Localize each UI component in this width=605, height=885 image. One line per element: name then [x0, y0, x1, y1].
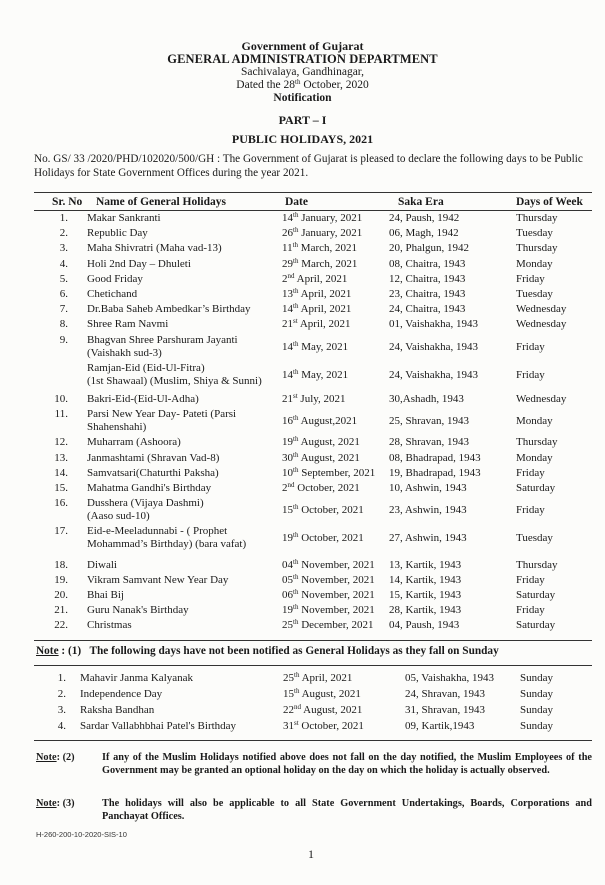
- holiday-name: [87, 467, 219, 480]
- date-day: 15: [282, 504, 293, 516]
- holiday-date: [282, 532, 364, 545]
- date-day: 21: [282, 393, 293, 405]
- holiday-name: [87, 212, 161, 225]
- date-rest: April, 2021: [298, 288, 352, 300]
- holiday-date: [282, 288, 351, 301]
- saka-era: 23, Chaitra, 1943: [389, 288, 466, 300]
- holiday-name: [87, 559, 117, 572]
- holiday-name: [87, 482, 211, 495]
- sr-no: 1.: [57, 672, 66, 684]
- col-date: Date: [285, 196, 308, 208]
- day-of-week: Friday: [516, 604, 545, 616]
- holiday-date: [282, 258, 357, 271]
- day-of-week: Tuesday: [516, 288, 553, 300]
- holiday-name: [87, 288, 137, 301]
- date-sup: nd: [287, 481, 295, 489]
- holiday-date: [282, 341, 348, 354]
- holiday-name-line1: Mahatma Gandhi's Birthday: [87, 482, 212, 494]
- date-day: 15: [283, 688, 294, 700]
- holiday-date: [283, 688, 361, 701]
- date-day: 30: [282, 452, 293, 464]
- date-day: 04: [282, 559, 293, 571]
- saka-era: 24, Paush, 1942: [389, 212, 460, 224]
- holiday-date: [282, 482, 360, 495]
- date-day: 31: [283, 720, 294, 732]
- table-top-rule: [34, 192, 592, 193]
- holiday-name: [87, 258, 191, 271]
- holiday-name: [87, 604, 189, 617]
- day-of-week: Friday: [516, 467, 545, 479]
- holiday-name: [87, 393, 199, 406]
- date-sup: nd: [294, 703, 301, 711]
- date-sup: th: [293, 435, 299, 443]
- sr-no: 3.: [57, 704, 66, 716]
- holiday-name: [87, 525, 246, 551]
- date-day: 29: [282, 258, 293, 270]
- location: Sachivalaya, Gandhinagar,: [240, 66, 365, 78]
- sr-no: 2.: [57, 688, 66, 700]
- saka-era: 08, Chaitra, 1943: [389, 258, 466, 270]
- holiday-name: [87, 318, 168, 331]
- holiday-name-line1: Guru Nanak's Birthday: [87, 604, 189, 616]
- date-rest: November, 2021: [298, 574, 375, 586]
- date-sup: th: [293, 466, 299, 474]
- sr-no: 22.: [54, 619, 68, 631]
- date-sup: th: [293, 340, 299, 348]
- saka-era: 10, Ashwin, 1943: [389, 482, 467, 494]
- date-day: 11: [282, 242, 293, 254]
- col-name: Name of General Holidays: [96, 196, 226, 208]
- date-day: 05: [282, 574, 293, 586]
- date-sup: th: [293, 558, 299, 566]
- holiday-name-line1: Holi 2nd Day – Dhuleti: [87, 258, 191, 270]
- note-3-label: Note: [36, 798, 57, 809]
- dated-suffix: October, 2020: [300, 79, 369, 91]
- sunday-table-top-rule: [34, 665, 592, 666]
- date-rest: July, 2021: [297, 393, 346, 405]
- sr-no: 1.: [59, 212, 68, 224]
- date-sup: th: [293, 603, 299, 611]
- saka-era: 04, Paush, 1943: [389, 619, 460, 631]
- sr-no: 5.: [59, 273, 68, 285]
- date-sup: th: [293, 451, 299, 459]
- date-rest: March, 2021: [298, 242, 358, 254]
- note-2-label: Note: [36, 752, 57, 763]
- saka-era: 05, Vaishakha, 1943: [405, 672, 495, 684]
- saka-era: 24, Chaitra, 1943: [389, 303, 466, 315]
- holiday-date: [282, 273, 347, 286]
- date-day: 13: [282, 288, 293, 300]
- holiday-name-line2: Mohammad’s Birthday) (bara vafat): [87, 538, 247, 550]
- saka-era: 28, Shravan, 1943: [389, 436, 470, 448]
- day-of-week: Friday: [516, 273, 545, 285]
- date-day: 14: [282, 341, 293, 353]
- sr-no: 16.: [54, 497, 68, 509]
- saka-era: 20, Phalgun, 1942: [389, 242, 470, 254]
- note-1-number: : (1): [58, 645, 82, 657]
- holiday-name-line1: Diwali: [87, 559, 117, 571]
- saka-era: 24, Vaishakha, 1943: [389, 341, 479, 353]
- holiday-date: [282, 303, 351, 316]
- note-3-text: The holidays will also be applicable to all State Government Undertakings, Boards, Corporations and Panchayat Offices.: [102, 798, 592, 822]
- date-day: 21: [282, 318, 293, 330]
- note-3-number: : (3): [56, 798, 75, 809]
- date-rest: August, 2021: [301, 704, 363, 716]
- holiday-name-line1: Maha Shivratri (Maha vad-13): [87, 242, 222, 254]
- holiday-name: [87, 273, 143, 286]
- holiday-name: [87, 227, 148, 240]
- date-rest: April, 2021: [294, 273, 348, 285]
- date-sup: st: [293, 317, 298, 325]
- date-day: 22: [283, 704, 294, 716]
- holiday-name-line1: Samvatsari(Chaturthi Paksha): [87, 467, 219, 479]
- holiday-name-line1: Janmashtami (Shravan Vad-8): [87, 452, 220, 464]
- saka-era: 06, Magh, 1942: [389, 227, 459, 239]
- holiday-name-line2: Shahenshahi): [87, 421, 147, 433]
- day-of-week: Thursday: [516, 242, 558, 254]
- date-sup: th: [294, 671, 300, 679]
- date-day: 26: [282, 227, 293, 239]
- date-rest: March, 2021: [298, 258, 358, 270]
- saka-era: 23, Ashwin, 1943: [389, 504, 467, 516]
- saka-era: 09, Kartik,1943: [405, 720, 475, 732]
- holiday-name: [87, 574, 228, 587]
- date-rest: October, 2021: [294, 482, 360, 494]
- holiday-name: Independence Day: [80, 688, 163, 700]
- saka-era: 28, Kartik, 1943: [389, 604, 462, 616]
- date-day: 10: [282, 467, 293, 479]
- holiday-name-line1: Parsi New Year Day- Pateti (Parsi: [87, 408, 237, 420]
- sr-no: 12.: [54, 436, 68, 448]
- sr-no: 6.: [59, 288, 68, 300]
- day-of-week: Monday: [516, 415, 553, 427]
- holiday-name-line1: Vikram Samvant New Year Day: [87, 574, 229, 586]
- day-of-week: Saturday: [516, 482, 556, 494]
- holiday-date: [282, 227, 362, 240]
- holiday-name-line1: Christmas: [87, 619, 132, 631]
- date-sup: th: [293, 368, 299, 376]
- holiday-name: Sardar Vallabhbhai Patel's Birthday: [80, 720, 237, 732]
- holiday-name-line1: Good Friday: [87, 273, 143, 285]
- holiday-date: [282, 369, 348, 382]
- day-of-week: Saturday: [516, 589, 556, 601]
- date-rest: August, 2021: [299, 688, 361, 700]
- date-day: 14: [282, 303, 293, 315]
- holiday-date: [283, 672, 352, 685]
- sr-no: 20.: [54, 589, 68, 601]
- date-sup: th: [293, 302, 299, 310]
- holiday-date: [282, 318, 351, 331]
- part-heading: PART – I: [278, 113, 327, 127]
- sunday-table-bottom-rule: [34, 740, 592, 741]
- day-of-week: Sunday: [520, 704, 553, 716]
- date-sup: th: [293, 287, 299, 295]
- date-sup: th: [293, 257, 299, 265]
- holiday-date: [282, 393, 346, 406]
- holiday-name-line1: Eid-e-Meeladunnabi - ( Prophet: [87, 525, 228, 537]
- holiday-date: [283, 720, 364, 733]
- holiday-date: [282, 212, 362, 225]
- holiday-name-line1: Bhagvan Shree Parshuram Jayanti: [87, 334, 238, 346]
- date-day: 06: [282, 589, 293, 601]
- date-day: 14: [282, 212, 293, 224]
- date-sup: nd: [287, 272, 295, 280]
- holiday-name: Mahavir Janma Kalyanak: [80, 672, 194, 684]
- dated-sup: th: [295, 78, 301, 86]
- day-of-week: Sunday: [520, 672, 553, 684]
- date-day: 19: [282, 532, 293, 544]
- date-rest: October, 2021: [298, 720, 364, 732]
- date-day: 2: [282, 273, 288, 285]
- holiday-name-line1: Dr.Baba Saheb Ambedkar’s Birthday: [87, 303, 251, 315]
- date-sup: th: [293, 226, 299, 234]
- date-rest: May, 2021: [298, 369, 349, 381]
- doc-type: Notification: [273, 92, 332, 104]
- sr-no: 10.: [54, 393, 68, 405]
- col-day: Days of Week: [516, 196, 583, 208]
- holiday-date: [282, 467, 375, 480]
- holiday-name: [87, 362, 262, 388]
- document-reference: H-260-200-10-2020-SIS-10: [36, 830, 127, 839]
- col-saka: Saka Era: [398, 196, 444, 208]
- dated-line: [0, 79, 605, 92]
- holiday-name-line1: Dusshera (Vijaya Dashmi): [87, 497, 204, 509]
- day-of-week: Friday: [516, 341, 545, 353]
- date-rest: November, 2021: [298, 604, 375, 616]
- holiday-date: [282, 242, 357, 255]
- holiday-name-line1: Shree Ram Navmi: [87, 318, 169, 330]
- date-day: 2: [282, 482, 288, 494]
- holiday-date: [282, 415, 357, 428]
- sr-no: 15.: [54, 482, 68, 494]
- day-of-week: Monday: [516, 452, 553, 464]
- date-rest: April, 2021: [297, 318, 351, 330]
- note-2-number: : (2): [56, 752, 75, 763]
- holiday-name-line1: Republic Day: [87, 227, 148, 239]
- date-rest: January, 2021: [298, 212, 363, 224]
- sr-no: 8.: [59, 318, 68, 330]
- holiday-name-line2: (1st Shawaal) (Muslim, Shiya & Sunni): [87, 375, 262, 387]
- saka-era: 31, Shravan, 1943: [405, 704, 486, 716]
- day-of-week: Wednesday: [516, 318, 567, 330]
- sr-no: 14.: [54, 467, 68, 479]
- date-day: 19: [282, 436, 293, 448]
- note-2-text: If any of the Muslim Holidays notified above does not fall on the day notified, the Muslim Employees of the Government may be granted an optional holiday on the day on which the holiday is actually observed.: [102, 752, 592, 776]
- holiday-date: [282, 436, 360, 449]
- holiday-date: [282, 619, 373, 632]
- table-header-rule: [34, 210, 592, 211]
- day-of-week: Wednesday: [516, 393, 567, 405]
- sr-no: 4.: [57, 720, 66, 732]
- date-rest: October, 2021: [298, 504, 364, 516]
- date-rest: August, 2021: [298, 436, 360, 448]
- holiday-date: [282, 504, 364, 517]
- date-sup: th: [293, 503, 299, 511]
- holiday-name: [87, 452, 219, 465]
- date-rest: August,2021: [298, 415, 358, 427]
- day-of-week: Wednesday: [516, 303, 567, 315]
- date-sup: th: [292, 241, 299, 249]
- sr-no: 18.: [54, 559, 68, 571]
- day-of-week: Friday: [516, 504, 545, 516]
- document-header: [0, 40, 605, 105]
- date-day: 25: [283, 672, 294, 684]
- date-sup: th: [293, 414, 299, 422]
- department-name: GENERAL ADMINISTRATION DEPARTMENT: [167, 52, 438, 66]
- saka-era: 25, Shravan, 1943: [389, 415, 470, 427]
- saka-era: 27, Ashwin, 1943: [389, 532, 467, 544]
- table-header: [0, 196, 605, 210]
- day-of-week: Friday: [516, 369, 545, 381]
- sr-no: 2.: [59, 227, 68, 239]
- date-sup: th: [293, 573, 299, 581]
- note-1-text: The following days have not been notified as General Holidays as they fall on Sunday: [89, 645, 499, 657]
- holiday-name: [87, 334, 238, 360]
- government-name: Government of Gujarat: [241, 39, 364, 53]
- holiday-name-line1: Bhai Bij: [87, 589, 124, 601]
- date-rest: January, 2021: [298, 227, 363, 239]
- date-rest: November, 2021: [298, 589, 375, 601]
- holiday-name-line2: (Aaso sud-10): [87, 510, 150, 522]
- holiday-name: [87, 303, 251, 316]
- day-of-week: Friday: [516, 574, 545, 586]
- sr-no: 9.: [59, 334, 68, 346]
- saka-era: 13, Kartik, 1943: [389, 559, 462, 571]
- date-sup: st: [294, 719, 299, 727]
- date-rest: August, 2021: [298, 452, 360, 464]
- holiday-date: [282, 604, 375, 617]
- date-rest: November, 2021: [298, 559, 375, 571]
- saka-era: 12, Chaitra, 1943: [389, 273, 466, 285]
- holiday-name-line1: Muharram (Ashoora): [87, 436, 181, 448]
- day-of-week: Thursday: [516, 559, 558, 571]
- saka-era: 08, Bhadrapad, 1943: [389, 452, 481, 464]
- date-day: 16: [282, 415, 293, 427]
- holiday-name-line1: Chetichand: [87, 288, 138, 300]
- holiday-date: [282, 559, 375, 572]
- holiday-name: [87, 242, 222, 255]
- saka-era: 24, Shravan, 1943: [405, 688, 486, 700]
- sr-no: 11.: [54, 408, 68, 420]
- note-1: [36, 645, 499, 657]
- page-number: 1: [308, 847, 314, 861]
- sr-no: 17.: [54, 525, 68, 537]
- date-sup: th: [293, 211, 299, 219]
- table-bottom-rule: [34, 640, 592, 641]
- holiday-name: [87, 436, 181, 449]
- sr-no: 3.: [59, 242, 68, 254]
- day-of-week: Thursday: [516, 212, 558, 224]
- saka-era: 30,Ashadh, 1943: [389, 393, 464, 405]
- saka-era: 24, Vaishakha, 1943: [389, 369, 479, 381]
- date-sup: th: [293, 618, 299, 626]
- date-rest: April, 2021: [298, 303, 352, 315]
- holiday-name: [87, 589, 124, 602]
- date-day: 19: [282, 604, 293, 616]
- saka-era: 19, Bhadrapad, 1943: [389, 467, 481, 479]
- holiday-name: [87, 619, 132, 632]
- holiday-name-line1: Ramjan-Eid (Eid-Ul-Fitra): [87, 362, 205, 374]
- sr-no: 13.: [54, 452, 68, 464]
- saka-era: 15, Kartik, 1943: [389, 589, 462, 601]
- holiday-date: [283, 704, 362, 717]
- date-sup: th: [293, 531, 299, 539]
- day-of-week: Sunday: [520, 720, 553, 732]
- day-of-week: Thursday: [516, 436, 558, 448]
- sr-no: 21.: [54, 604, 68, 616]
- dated-prefix: Dated the 28: [236, 79, 296, 91]
- date-rest: December, 2021: [298, 619, 374, 631]
- holiday-date: [282, 452, 360, 465]
- note-1-label: Note: [36, 645, 59, 657]
- date-sup: st: [293, 392, 298, 400]
- day-of-week: Monday: [516, 258, 553, 270]
- holiday-date: [282, 589, 375, 602]
- saka-era: 14, Kartik, 1943: [389, 574, 462, 586]
- date-sup: th: [294, 687, 300, 695]
- day-of-week: Sunday: [520, 688, 553, 700]
- holiday-name: Raksha Bandhan: [80, 704, 155, 716]
- date-day: 14: [282, 369, 293, 381]
- date-sup: th: [293, 588, 299, 596]
- col-sr-no: Sr. No: [52, 196, 83, 208]
- day-of-week: Tuesday: [516, 532, 553, 544]
- date-rest: May, 2021: [298, 341, 349, 353]
- holiday-name-line1: Makar Sankranti: [87, 212, 161, 224]
- date-rest: September, 2021: [298, 467, 376, 479]
- date-rest: October, 2021: [298, 532, 364, 544]
- holiday-name-line2: (Vaishakh sud-3): [87, 347, 162, 359]
- sr-no: 7.: [59, 303, 68, 315]
- sr-no: 4.: [59, 258, 68, 270]
- sr-no: 19.: [54, 574, 68, 586]
- saka-era: 01, Vaishakha, 1943: [389, 318, 479, 330]
- holiday-name: [87, 497, 204, 523]
- holiday-date: [282, 574, 375, 587]
- day-of-week: Saturday: [516, 619, 556, 631]
- holiday-name-line1: Bakri-Eid-(Eid-Ul-Adha): [87, 393, 199, 405]
- date-rest: April, 2021: [299, 672, 353, 684]
- page-title: PUBLIC HOLIDAYS, 2021: [231, 132, 374, 146]
- intro-paragraph: No. GS/ 33 /2020/PHD/102020/500/GH : The Government of Gujarat is pleased to declare the following days to be Public Holidays for State Government Offices during the year 2021.: [34, 153, 583, 179]
- day-of-week: Tuesday: [516, 227, 553, 239]
- date-day: 25: [282, 619, 293, 631]
- holiday-name: [87, 408, 236, 434]
